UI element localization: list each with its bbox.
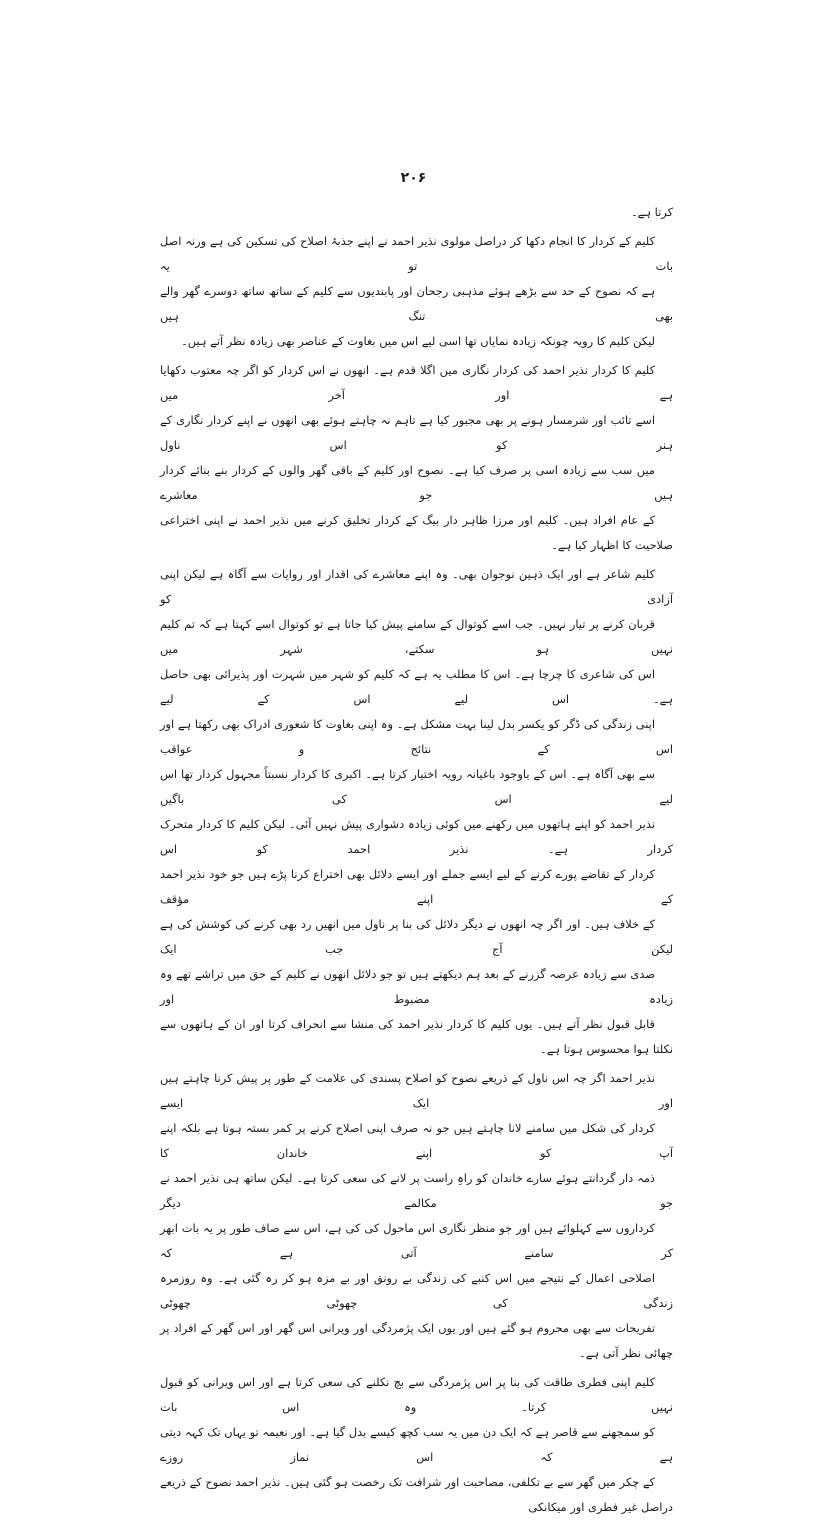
text-line: کلیم کے کردار کا انجام دکھا کر دراصل مولوی نذیر احمد نے اپنے جذبۂ اصلاح کی تسکین کی ہے ورنہ اصل بات تو یہ [160,234,673,273]
text-line: اس کی شاعری کا چرچا ہے۔ اس کا مطلب یہ ہے کہ کلیم کو شہر میں شہرت اور پذیرائی بھی حاصل ہے۔ اس لیے اس کے لیے [160,667,673,706]
paragraph [160,229,673,354]
text-line: قربان کرنے پر تیار نہیں۔ جب اسے کوتوال کے سامنے پیش کیا جاتا ہے تو کوتوال اسے کہتا ہے کہ تم کلیم نہیں ہو سکتے، شہر میں [160,617,673,656]
body-text [160,200,673,1524]
text-line: اپنی زندگی کی ڈگر کو یکسر بدل لینا بہت مشکل ہے۔ وہ اپنی بغاوت کا شعوری ادراک بھی رکھتا ہے اور اس کے نتائج و عواقب [160,717,673,756]
text-line: اسے تائب اور شرمسار ہونے پر بھی مجبور کیا ہے تاہم نہ چاہتے ہوئے بھی انھوں نے اپنے کردار نگاری کے ہنر کو اس ناول [160,413,673,452]
text-line: قابل قبول نظر آتے ہیں۔ یوں کلیم کا کردار نذیر احمد کی منشا سے انحراف کرتا اور ان کے ہاتھوں سے نکلتا ہوا محسوس ہوتا ہے۔ [160,1017,673,1056]
page-number: ۲۰۶ [400,170,427,186]
paragraph [160,358,673,558]
text-line: کرتا ہے۔ [631,205,673,219]
text-line: نذیر احمد کو اپنے ہاتھوں میں رکھنے میں کوئی زیادہ دشواری پیش نہیں آئی۔ لیکن کلیم کا کردار متحرک کردار ہے۔ نذیر احمد کو اس [160,817,673,856]
text-line: کلیم کا کردار نذیر احمد کی کردار نگاری میں اگلا قدم ہے۔ انھوں نے اس کردار کو اگر چہ معتوب دکھایا ہے اور آخر میں [160,363,673,402]
text-line: کو سمجھنے سے قاصر ہے کہ ایک دن میں یہ سب کچھ کیسے بدل گیا ہے۔ اور نعیمہ تو یہاں تک کہہ دیتی ہے کہ اس نماز روزے [160,1425,673,1464]
text-line: کے خلاف ہیں۔ اور اگر چہ انھوں نے دیگر دلائل کی بنا پر ناول میں انھیں رد بھی کرنے کی کوشش کی ہے لیکن آج جب ایک [160,917,673,956]
text-line: کرداروں سے کہلوائے ہیں اور جو منظر نگاری اس ماحول کی کی ہے، اس سے صاف طور پر یہ بات ابھر کر سامنے آتی ہے کہ [160,1221,673,1260]
paragraph [160,1066,673,1366]
text-line: اصلاحی اعمال کے نتیجے میں اس کنبے کی زندگی بے رونق اور بے مزہ ہو کر رہ گئی ہے۔ وہ روزمرہ زندگی کی چھوٹی چھوٹی [160,1271,673,1310]
text-line: میں سب سے زیادہ اسی پر صرف کیا ہے۔ نصوح اور کلیم کے باقی گھر والوں کے کردار بنے بنائے کردار ہیں جو معاشرے [160,463,673,502]
paragraph [160,1370,673,1520]
text-line: کے عام افراد ہیں۔ کلیم اور مرزا ظاہر دار بیگ کے کردار تخلیق کرنے میں نذیر احمد نے اپنی اختراعی صلاحیت کا اظہار کیا ہے۔ [160,513,673,552]
text-line: ذمہ دار گردانتے ہوئے سارے خاندان کو راہِ راست پر لانے کی سعی کرتا ہے۔ لیکن ساتھ ہی نذیر احمد نے جو مکالمے دیگر [160,1171,673,1210]
text-line: سے بھی آگاہ ہے۔ اس کے باوجود باغیانہ رویہ اختیار کرتا ہے۔ اکبری کا کردار نسبتاً مجہول کردار تھا اس لیے اس کی باگیں [160,767,673,806]
text-line: نذیر احمد اگر چہ اس ناول کے ذریعے نصوح کو اصلاح پسندی کی علامت کے طور پر پیش کرنا چاہتے ہیں اور ایک ایسے [160,1071,673,1110]
text-line: کردار کے تقاضے پورے کرنے کے لیے ایسے جملے اور ایسے دلائل بھی اختراع کرنا پڑے ہیں جو خود نذیر احمد کے اپنے مؤقف [160,867,673,906]
text-line: لیکن کلیم کا رویہ چونکہ زیادہ نمایاں تھا اسی لیے اس میں بغاوت کے عناصر بھی زیادہ نظر آتے ہیں۔ [181,334,655,348]
text-line: کردار کی شکل میں سامنے لانا چاہتے ہیں جو نہ صرف اپنی اصلاح کرنے پر کمر بستہ ہوتا ہے بلکہ اپنے آپ کو اپنے خاندان کا [160,1121,673,1160]
paragraph [160,562,673,1062]
text-line: کے چکر میں گھر سے بے تکلفی، مصاحبت اور شرافت تک رخصت ہو گئی ہیں۔ نذیر احمد نصوح کے ذریعے دراصل غیر فطری اور میکانکی [160,1475,673,1514]
text-line: ہے کہ نصوح کے حد سے بڑھے ہوئے مذہبی رجحان اور پابندیوں سے کلیم کے ساتھ ساتھ دوسرے گھر والے بھی تنگ ہیں [160,284,673,323]
text-line: کلیم شاعر ہے اور ایک ذہین نوجوان بھی۔ وہ اپنے معاشرے کی اقدار اور روایات سے آگاہ ہے لیکن اپنی آزادی کو [160,567,673,606]
paragraph [160,200,673,225]
text-line: کلیم اپنی فطری طاقت کی بنا پر اس پژمردگی سے بچ نکلنے کی سعی کرتا ہے اور اس ویرانی کو قبول نہیں کرتا۔ وہ اس بات [160,1375,673,1414]
text-line: تفریحات سے بھی محروم ہو گئے ہیں اور یوں ایک پژمردگی اور ویرانی اس گھر اور اس گھر کے افراد پر چھائی نظر آتی ہے۔ [160,1321,673,1360]
text-line: صدی سے زیادہ عرصہ گزرنے کے بعد ہم دیکھتے ہیں تو جو دلائل انھوں نے کلیم کے حق میں تراشے تھے وہ زیادہ مضبوط اور [160,967,673,1006]
